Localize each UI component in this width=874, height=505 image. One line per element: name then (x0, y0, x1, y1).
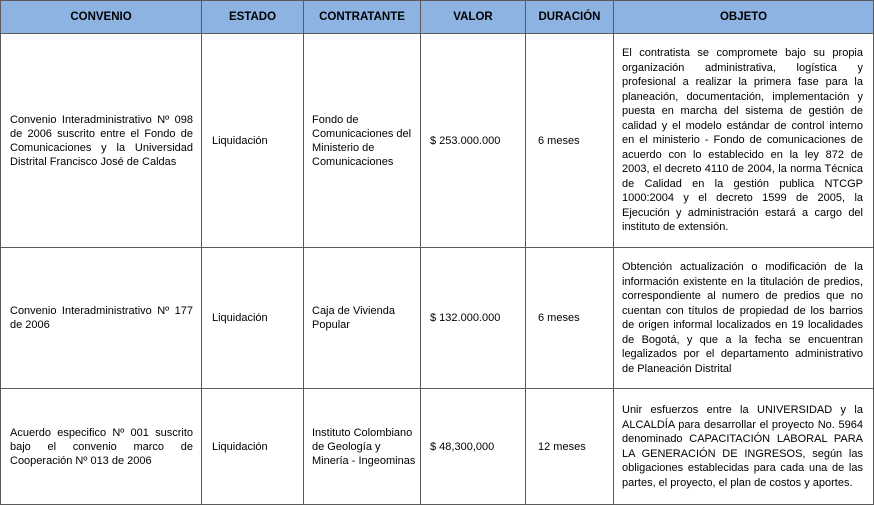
cell-valor: $ 132.000.000 (421, 248, 526, 389)
cell-contratante: Caja de Vivienda Popular (304, 248, 421, 389)
cell-convenio: Acuerdo especifico Nº 001 suscrito bajo el convenio marco de Cooperación Nº 013 de 2006 (1, 389, 202, 505)
table-row (1, 389, 874, 505)
cell-estado: Liquidación (202, 34, 304, 248)
cell-estado: Liquidación (202, 389, 304, 505)
cell-convenio: Convenio Interadministrativo Nº 098 de 2006 suscrito entre el Fondo de Comunicaciones y la Universidad Distrital Francisco José de Caldas (1, 34, 202, 248)
cell-objeto: El contratista se compromete bajo su propia organización administrativa, logística y profesional a realizar la primera fase para la planeación, documentación, implementación y puesta en marcha del sistema de gestión de calidad y el modelo estándar de control interno en el ministerio - Fondo de comunicaciones de acuerdo con lo establecido en la ley 872 de 2003, el decreto 4110 de 2004, la norma Técnica de Calidad en la gestión publica NTCGP 1000:2004 y el decreto 1599 de 2005, la Ejecución y administración estará a cargo del instituto de extensión. (614, 34, 874, 248)
cell-objeto: Obtención actualización o modificación de la información existente en la titulación de predios, correspondiente al numero de predios que no cuentan con títulos de propiedad de los barrios de origen informal localizados en 19 localidades de Bogotá, y que a la fecha se encuentran legalizados por el departamento administrativo de Planeación Distrital (614, 248, 874, 389)
cell-duracion: 6 meses (526, 248, 614, 389)
cell-objeto: Unir esfuerzos entre la UNIVERSIDAD y la ALCALDÍA para desarrollar el proyecto No. 5964 denominado CAPACITACIÓN LABORAL PARA LA GENERACIÓN DE INGRESOS, según las obligaciones establecidas para cada una de las partes, el proyecto, el plan de costos y aportes. (614, 389, 874, 505)
header-duracion: DURACIÓN (526, 1, 614, 34)
cell-contratante: Instituto Colombiano de Geología y Minería - Ingeominas (304, 389, 421, 505)
cell-contratante: Fondo de Comunicaciones del Ministerio de Comunicaciones (304, 34, 421, 248)
header-contratante: CONTRATANTE (304, 1, 421, 34)
header-valor: VALOR (421, 1, 526, 34)
cell-estado: Liquidación (202, 248, 304, 389)
header-estado: ESTADO (202, 1, 304, 34)
cell-duracion: 6 meses (526, 34, 614, 248)
cell-convenio: Convenio Interadministrativo Nº 177 de 2006 (1, 248, 202, 389)
header-convenio: CONVENIO (1, 1, 202, 34)
table-row (1, 248, 874, 389)
cell-valor: $ 253.000.000 (421, 34, 526, 248)
table-row (1, 34, 874, 248)
header-row (1, 1, 874, 34)
cell-duracion: 12 meses (526, 389, 614, 505)
header-objeto: OBJETO (614, 1, 874, 34)
cell-valor: $ 48,300,000 (421, 389, 526, 505)
